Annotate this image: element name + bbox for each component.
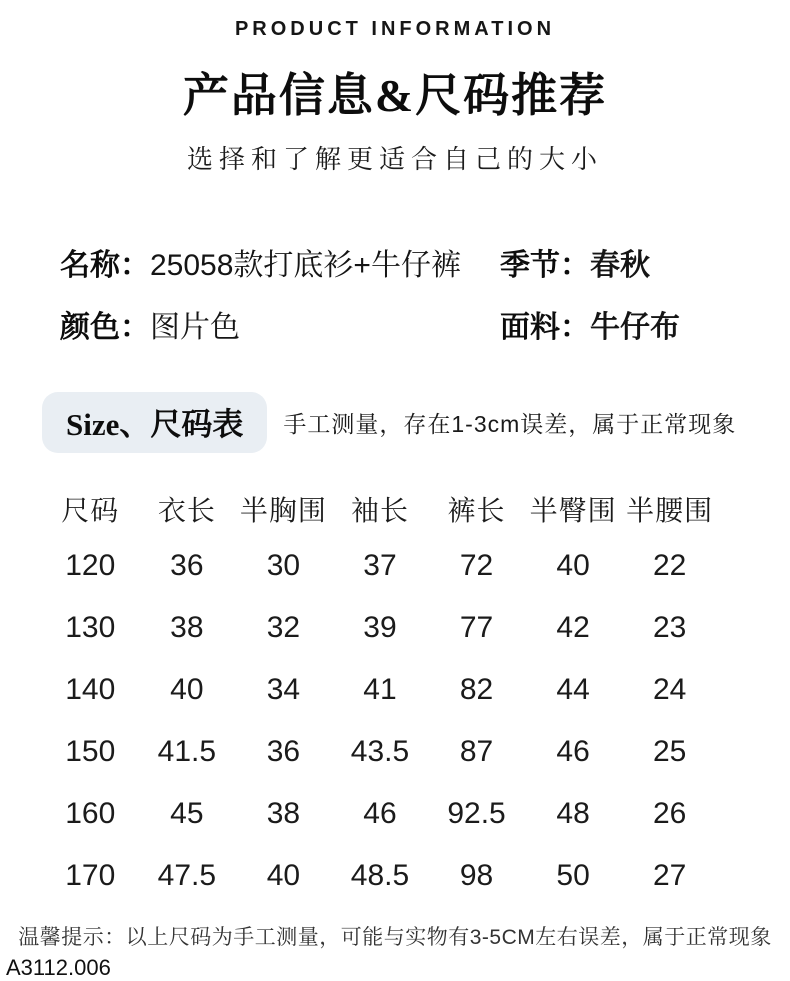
size-cell: 38 [266, 797, 301, 830]
size-cell: 36 [170, 549, 204, 582]
fabric-value: 牛仔布 [590, 311, 680, 344]
column-header: 半腰围 [626, 495, 714, 526]
size-cell: 130 [65, 611, 116, 644]
page-title: 产品信息&尺码推荐 [182, 70, 608, 121]
size-table-body [42, 535, 718, 907]
product-name-field [60, 248, 500, 284]
size-cell: 30 [266, 549, 301, 582]
column-header: 尺码 [61, 495, 120, 526]
page-subtitle: 选择和了解更适合自己的大小 [186, 144, 603, 174]
size-cell: 26 [653, 797, 687, 830]
fabric-label: 面料： [500, 311, 590, 344]
size-cell: 38 [170, 611, 204, 644]
item-code: A3112.006 [6, 955, 111, 980]
season-label: 季节： [500, 249, 590, 282]
fabric-field [500, 310, 740, 346]
color-field [60, 310, 500, 346]
size-cell: 22 [653, 549, 687, 582]
size-cell: 87 [459, 735, 494, 768]
size-cell: 92.5 [447, 797, 506, 830]
season-field [500, 248, 740, 284]
size-cell: 43.5 [350, 735, 410, 768]
size-cell: 27 [653, 859, 687, 892]
column-header: 衣长 [157, 495, 216, 526]
footer-warm-tip: 温馨提示：以上尺码为手工测量，可能与实物有3-5CM左右误差，属于正常现象 [18, 926, 772, 949]
size-cell: 170 [65, 859, 116, 892]
size-cell: 50 [556, 859, 590, 892]
table-row [42, 721, 718, 783]
column-header: 裤长 [447, 495, 506, 526]
size-cell: 42 [556, 611, 590, 644]
size-cell: 120 [65, 549, 116, 582]
product-info-section [60, 248, 740, 346]
color-label: 颜色： [60, 311, 150, 344]
size-cell: 45 [170, 797, 204, 830]
column-header: 袖长 [350, 495, 409, 526]
season-value: 春秋 [590, 249, 650, 282]
size-cell: 72 [459, 549, 494, 582]
size-cell: 40 [170, 673, 204, 706]
column-header: 半胸围 [239, 495, 327, 526]
size-cell: 32 [266, 611, 301, 644]
size-table-head [42, 483, 718, 535]
table-row [42, 659, 718, 721]
size-cell: 77 [459, 611, 494, 644]
size-cell: 40 [556, 549, 590, 582]
size-cell: 140 [65, 673, 116, 706]
measure-tolerance-note: 手工测量，存在1-3cm误差，属于正常现象 [283, 411, 737, 437]
table-row [42, 535, 718, 597]
size-table [42, 483, 718, 907]
column-header: 半臀围 [529, 495, 617, 526]
size-cell: 24 [653, 673, 687, 706]
color-value: 图片色 [150, 311, 240, 344]
size-cell: 46 [363, 797, 397, 830]
size-section-header [42, 392, 790, 453]
product-name-value: 25058款打底衫+牛仔裤 [150, 249, 461, 282]
size-cell: 41 [363, 673, 397, 706]
size-cell: 25 [653, 735, 687, 768]
table-row [42, 597, 718, 659]
size-cell: 44 [556, 673, 590, 706]
size-cell: 39 [363, 611, 397, 644]
size-cell: 47.5 [157, 859, 217, 892]
size-cell: 150 [65, 735, 116, 768]
product-name-label: 名称： [60, 249, 150, 282]
size-cell: 40 [266, 859, 301, 892]
size-cell: 41.5 [157, 735, 217, 768]
table-row [42, 783, 718, 845]
size-cell: 46 [556, 735, 590, 768]
table-row [42, 845, 718, 907]
size-cell: 48.5 [350, 859, 410, 892]
size-cell: 48 [556, 797, 590, 830]
size-table-head-row [42, 483, 718, 535]
size-badge: Size、尺码表 [42, 392, 267, 453]
size-cell: 34 [266, 673, 301, 706]
size-cell: 98 [459, 859, 494, 892]
size-cell: 36 [266, 735, 301, 768]
size-cell: 160 [65, 797, 116, 830]
size-cell: 82 [459, 673, 494, 706]
size-cell: 23 [653, 611, 687, 644]
eyebrow-text: PRODUCT INFORMATION [234, 18, 556, 40]
size-cell: 37 [363, 549, 397, 582]
